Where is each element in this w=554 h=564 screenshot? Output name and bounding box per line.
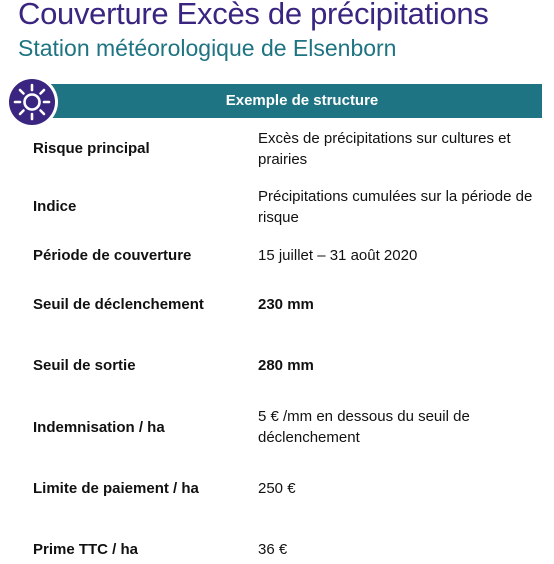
row-label: Seuil de sortie: [33, 357, 136, 374]
section-banner-label: Exemple de structure: [225, 92, 379, 109]
sun-icon: [5, 75, 59, 129]
row-label: Période de couverture: [33, 247, 192, 264]
row-label: Indemnisation / ha: [33, 419, 165, 436]
page-subtitle: Station météorologique de Elsenborn: [18, 35, 397, 61]
row-value: 280 mm: [258, 357, 314, 374]
row-value: 230 mm: [258, 296, 314, 313]
row-value: Précipitations cumulées sur la période de risque: [258, 188, 533, 226]
row-label: Prime TTC / ha: [33, 541, 139, 558]
row-label: Seuil de déclenchement: [33, 296, 204, 313]
row-value: 15 juillet – 31 août 2020: [258, 247, 418, 264]
row-value: 5 € /mm en dessous du seuil de déclenchement: [258, 408, 470, 446]
row-label: Indice: [33, 198, 77, 215]
row-label: Risque principal: [33, 140, 150, 157]
row-value: 36 €: [258, 541, 288, 558]
page-title: Couverture Excès de précipitations: [18, 0, 489, 31]
row-value: 250 €: [258, 480, 296, 497]
row-label: Limite de paiement / ha: [33, 480, 199, 497]
row-value: Excès de précipitations sur cultures et prairies: [258, 130, 511, 168]
